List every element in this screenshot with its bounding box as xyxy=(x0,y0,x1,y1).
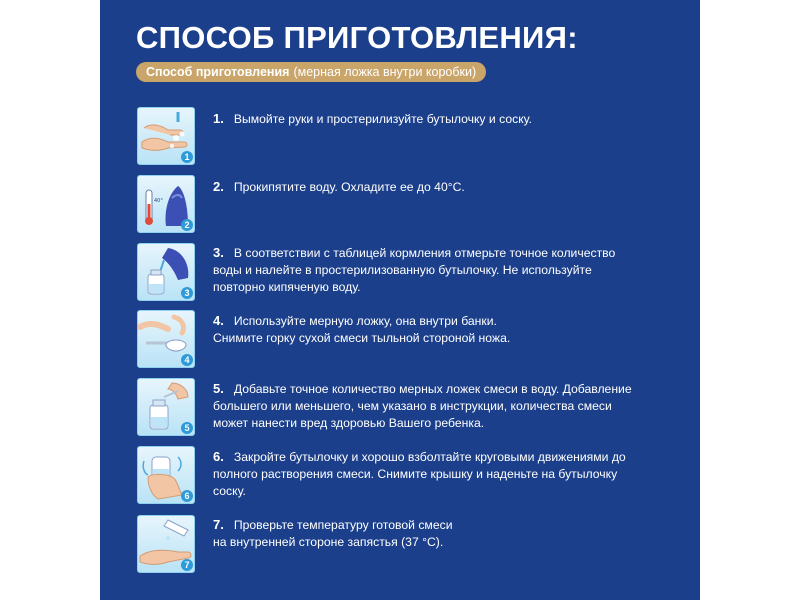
step-number: 4. xyxy=(213,313,224,328)
step-badge: 7 xyxy=(181,559,193,571)
step-line: соску. xyxy=(213,484,246,498)
subtitle-badge xyxy=(136,62,486,82)
wrist-temperature-icon xyxy=(137,515,195,573)
step-number: 2. xyxy=(213,179,224,194)
step-line: полного растворения смеси. Снимите крышку и наденьте на бутылочку xyxy=(213,467,618,481)
step-line: может нанести вред здоровью Вашего ребенка. xyxy=(213,416,485,430)
kettle-thermometer-icon xyxy=(137,175,195,233)
step-number: 1. xyxy=(213,111,224,126)
step-line: воды и налейте в простерилизованную бутылочку. Не используйте xyxy=(213,263,592,277)
step-line: большего или меньшего, чем указано в инструкции, количества смеси xyxy=(213,399,612,413)
step-line: В соответствии с таблицей кормления отмерьте точное количество xyxy=(233,246,616,260)
step-number: 7. xyxy=(213,517,224,532)
shake-bottle-icon xyxy=(137,446,195,504)
page-title: СПОСОБ ПРИГОТОВЛЕНИЯ: xyxy=(136,20,578,55)
step-badge: 1 xyxy=(181,151,193,163)
step-number: 5. xyxy=(213,381,224,396)
step-line: Проверьте температуру готовой смеси xyxy=(233,518,453,532)
step-number: 3. xyxy=(213,245,224,260)
step-line: Снимите горку сухой смеси тыльной стороной ножа. xyxy=(213,331,511,345)
step-text xyxy=(213,380,663,432)
step-line: Используйте мерную ложку, она внутри банки. xyxy=(233,314,497,328)
step-line: Вымойте руки и простерилизуйте бутылочку и соску. xyxy=(233,112,532,126)
step-text xyxy=(213,516,663,551)
pour-water-bottle-icon xyxy=(137,243,195,301)
step-badge: 4 xyxy=(181,354,193,366)
step-badge: 2 xyxy=(181,219,193,231)
hand-washing-icon xyxy=(137,107,195,165)
step-line: на внутренней стороне запястья (37 °С). xyxy=(213,535,444,549)
step-text xyxy=(213,448,663,500)
step-text xyxy=(213,312,663,347)
step-line: повторно кипяченую воду. xyxy=(213,280,361,294)
step-line: Добавьте точное количество мерных ложек смеси в воду. Добавление xyxy=(233,382,632,396)
step-line: Прокипятите воду. Охладите ее до 40°С. xyxy=(233,180,465,194)
measuring-spoon-icon xyxy=(137,310,195,368)
svg-text:40°: 40° xyxy=(154,198,163,204)
step-number: 6. xyxy=(213,449,224,464)
step-text xyxy=(213,178,663,196)
instructions-panel xyxy=(100,0,700,600)
subtitle-bold: Способ приготовления xyxy=(146,65,290,79)
step-badge: 5 xyxy=(181,422,193,434)
step-line: Закройте бутылочку и хорошо взболтайте круговыми движениями до xyxy=(233,450,626,464)
step-badge: 6 xyxy=(181,490,193,502)
step-text xyxy=(213,244,663,296)
add-powder-bottle-icon xyxy=(137,378,195,436)
step-badge: 3 xyxy=(181,287,193,299)
step-text xyxy=(213,110,663,128)
subtitle-note: (мерная ложка внутри коробки) xyxy=(293,65,477,79)
